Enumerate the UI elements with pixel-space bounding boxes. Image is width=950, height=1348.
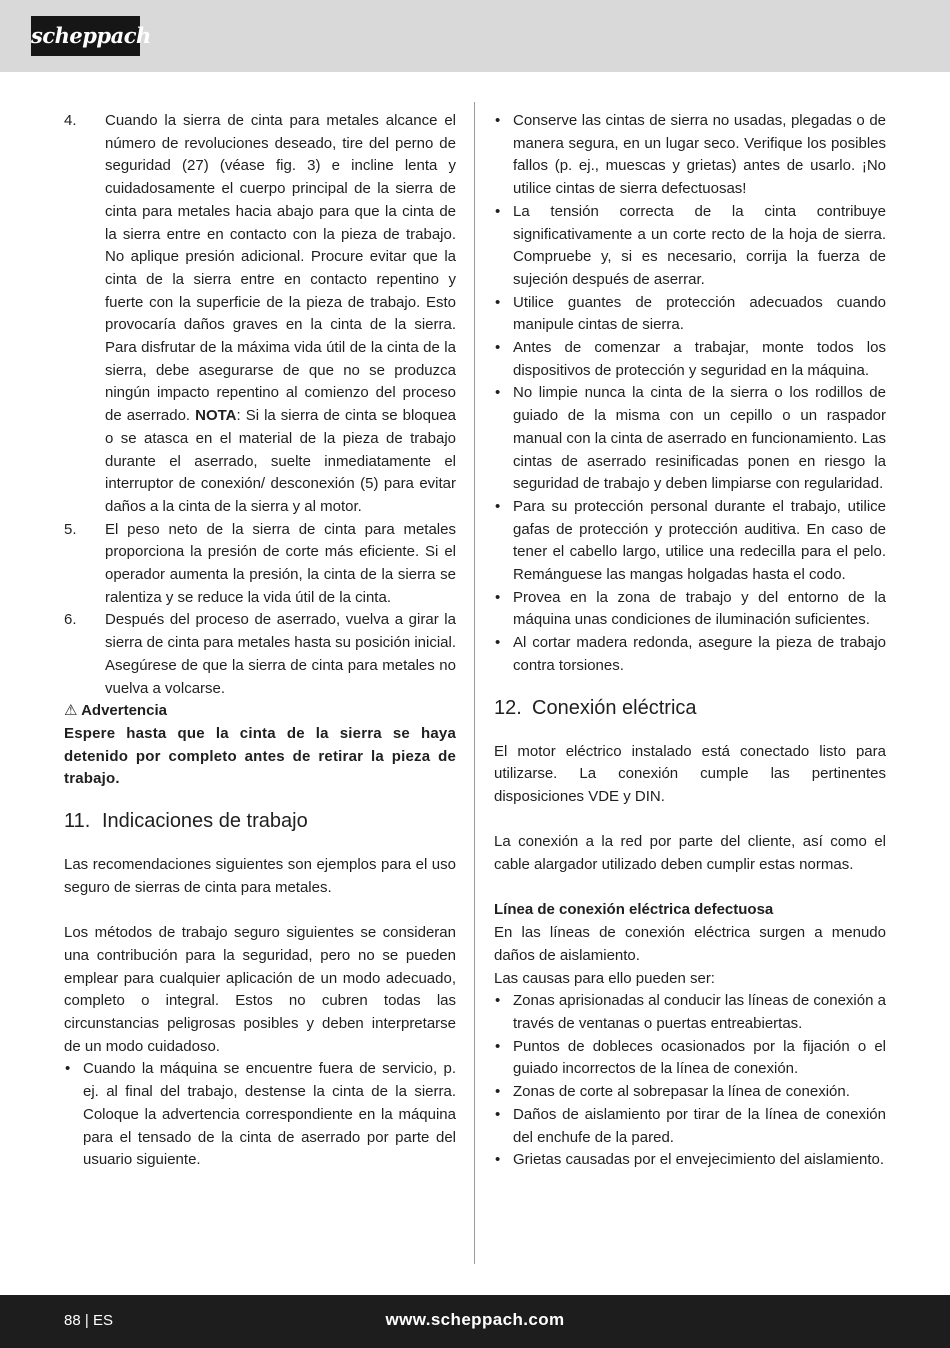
bullet: •	[495, 339, 501, 357]
section-12-heading-block	[494, 678, 886, 741]
bullet: •	[495, 588, 501, 606]
section-number: 12.	[494, 696, 522, 719]
list-item	[494, 587, 886, 632]
warning-heading	[64, 700, 456, 723]
note-label: NOTA	[195, 407, 237, 425]
scheppach-logo: scheppach	[31, 16, 140, 56]
item-number: 6.	[64, 611, 77, 629]
paragraph: Las causas para ello pueden ser:	[494, 969, 715, 987]
page-header	[0, 0, 950, 72]
list-item-text: La tensión correcta de la cinta contribuye significativamente a un corte recto de la hoja de sierra. Compruebe y, si es necesario, corrija la fuerza de sujeción después de aserrar.	[513, 202, 886, 288]
item-text-part: : Si la sierra de cinta se bloquea o se atasca en el material de la pieza de trabajo durante el aserrado, suelte inmediatamente el interruptor de conexión/ desconexión (5) para evitar daños a la cinta de la sierra y al motor.	[105, 407, 457, 515]
list-item-text: Zonas de corte al sobrepasar la línea de conexión.	[513, 1083, 850, 1101]
numbered-item	[64, 519, 456, 610]
warning-icon: ⚠	[64, 702, 78, 720]
website-url: www.scheppach.com	[385, 1310, 565, 1329]
list-item-text: Grietas causadas por el envejecimiento del aislamiento.	[513, 1151, 885, 1169]
section-number: 11.	[64, 810, 91, 833]
section-heading	[494, 696, 886, 720]
list-item-text: Provea en la zona de trabajo y del entorno de la máquina unas condiciones de iluminación suficientes.	[513, 588, 886, 629]
list-item-text: No limpie nunca la cinta de la sierra o los rodillos de guiado de la misma con un cepillo o un raspador manual con la cinta de aserrado en funcionamiento. Las cintas de aserrado resinificadas ponen en riesgo la seguridad de trabajo y deben limpiarse con regularidad.	[513, 384, 886, 493]
list-item	[494, 632, 886, 677]
page-number: 88	[64, 1312, 81, 1329]
bullet: •	[495, 1037, 501, 1055]
paragraph: El motor eléctrico instalado está conectado listo para utilizarse. La conexión cumple las pertinentes disposiciones VDE y DIN.	[494, 742, 886, 805]
list-item-text: Utilice guantes de protección adecuados cuando manipule cintas de sierra.	[513, 293, 886, 334]
list-item-text: Daños de aislamiento por tirar de la línea de conexión del enchufe de la pared.	[513, 1105, 886, 1146]
list-item-text: Puntos de dobleces ocasionados por la fijación o el guiado incorrectos de la línea de conexión.	[513, 1037, 886, 1078]
bullet: •	[495, 992, 501, 1010]
bullet: •	[495, 1083, 501, 1101]
item-number: 4.	[64, 112, 77, 129]
bullet: •	[495, 634, 501, 652]
paragraph: Los métodos de trabajo seguro siguientes se consideran una contribución para la seguridad, pero no se pueden emplear para cualquier aplicación de un modo adecuado, completo o integral. Estos no cubren todas las circunstancias peligrosas posibles y deben interpretarse de un modo cuidadoso.	[64, 924, 456, 1055]
language-code: ES	[92, 1312, 113, 1329]
warning-text: Espere hasta que la cinta de la sierra se haya detenido por completo antes de retirar la pieza de trabajo.	[64, 724, 456, 788]
section-title: Conexión eléctrica	[532, 696, 697, 719]
item-number: 5.	[64, 520, 77, 538]
footer-separator: |	[84, 1312, 89, 1329]
list-item	[494, 382, 886, 496]
bullet: •	[495, 1151, 501, 1169]
column-divider	[474, 102, 475, 1264]
bullet: •	[495, 202, 501, 220]
list-item	[494, 990, 886, 1035]
bullet: •	[495, 293, 501, 311]
numbered-item	[64, 609, 456, 700]
item-text: Después del proceso de aserrado, vuelva a girar la sierra de cinta para metales hasta su posición inicial. Asegúrese de que la sierra de cinta para metales no vuelva a volcarse.	[105, 611, 457, 697]
list-item	[494, 1104, 886, 1149]
item-text: El peso neto de la sierra de cinta para metales proporciona la presión de corte más eficiente. Si el operador aumenta la presión, la cinta de la sierra se ralentiza y se reduce la vida útil de la cinta.	[105, 520, 456, 606]
list-item	[494, 496, 886, 587]
bullet: •	[65, 1060, 71, 1078]
list-item	[64, 1058, 456, 1172]
section-heading	[64, 809, 456, 833]
right-column	[494, 110, 886, 1172]
list-item-text: Antes de comenzar a trabajar, monte todos los dispositivos de protección y seguridad en la máquina.	[513, 339, 886, 379]
numbered-item	[64, 110, 456, 519]
list-item	[494, 1081, 886, 1104]
bullet: •	[495, 1105, 501, 1123]
section-11-heading-block	[64, 791, 456, 854]
list-item	[494, 110, 886, 201]
paragraph: Las recomendaciones siguientes son ejemplos para el uso seguro de sierras de cinta para metales.	[64, 856, 456, 896]
list-item-text: Zonas aprisionadas al conducir las líneas de conexión a través de ventanas o puertas entreabiertas.	[513, 992, 886, 1032]
list-item	[494, 1149, 886, 1172]
list-item-text: Para su protección personal durante el trabajo, utilice gafas de protección y protección auditiva. En caso de tener el cabello largo, utilice una redecilla para el pelo. Remánguese las mangas holgadas hasta el codo.	[513, 497, 886, 584]
left-column	[64, 110, 456, 1172]
bullet: •	[495, 497, 501, 515]
list-item	[494, 337, 886, 382]
bullet: •	[495, 384, 501, 402]
bullet: •	[495, 112, 501, 129]
item-text	[105, 110, 456, 519]
section-title: Indicaciones de trabajo	[102, 810, 308, 833]
list-item	[494, 1036, 886, 1081]
list-item	[494, 292, 886, 337]
list-item	[494, 201, 886, 292]
subheading: Línea de conexión eléctrica defectuosa	[494, 901, 774, 919]
page-footer	[0, 1295, 950, 1348]
paragraph: La conexión a la red por parte del cliente, así como el cable alargador utilizado deben cumplir estas normas.	[494, 833, 886, 874]
list-item-text: Cuando la máquina se encuentre fuera de servicio, p. ej. al final del trabajo, destense la cinta de la sierra. Coloque la advertencia correspondiente en la máquina para el tensado de la cinta de aserrado por parte del usuario siguiente.	[83, 1060, 456, 1169]
list-item-text: Conserve las cintas de sierra no usadas, plegadas o de manera segura, en un lugar seco. Verifique los posibles fallos (p. ej., muescas y grietas) antes de usarlo. ¡No utilice cintas de sierra defectuosas!	[513, 112, 886, 198]
list-item-text: Al cortar madera redonda, asegure la pieza de trabajo contra torsiones.	[513, 634, 886, 674]
warning-title: Advertencia	[81, 702, 167, 720]
paragraph: En las líneas de conexión eléctrica surgen a menudo daños de aislamiento.	[494, 924, 886, 964]
item-text-part: Cuando la sierra de cinta para metales alcance el número de revoluciones deseado, tire del perno de seguridad (27) (véase fig. 3) e incline lenta y cuidadosamente el cuerpo principal de la sierra de cinta para metales hacia abajo para que la cinta de la sierra entre en contacto con la pieza de trabajo. No aplique presión adicional. Procure evitar que la cinta de la sierra entre en contacto repentino y fuerte con la superficie de la pieza de trabajo. Esto provocaría daños graves en la cinta de la sierra. Para disfrutar de la máxima vida útil de la cinta de la sierra, debe asegurarse de que no se produzca ningún impacto repentino al comienzo del proceso de aserrado.	[105, 112, 456, 425]
